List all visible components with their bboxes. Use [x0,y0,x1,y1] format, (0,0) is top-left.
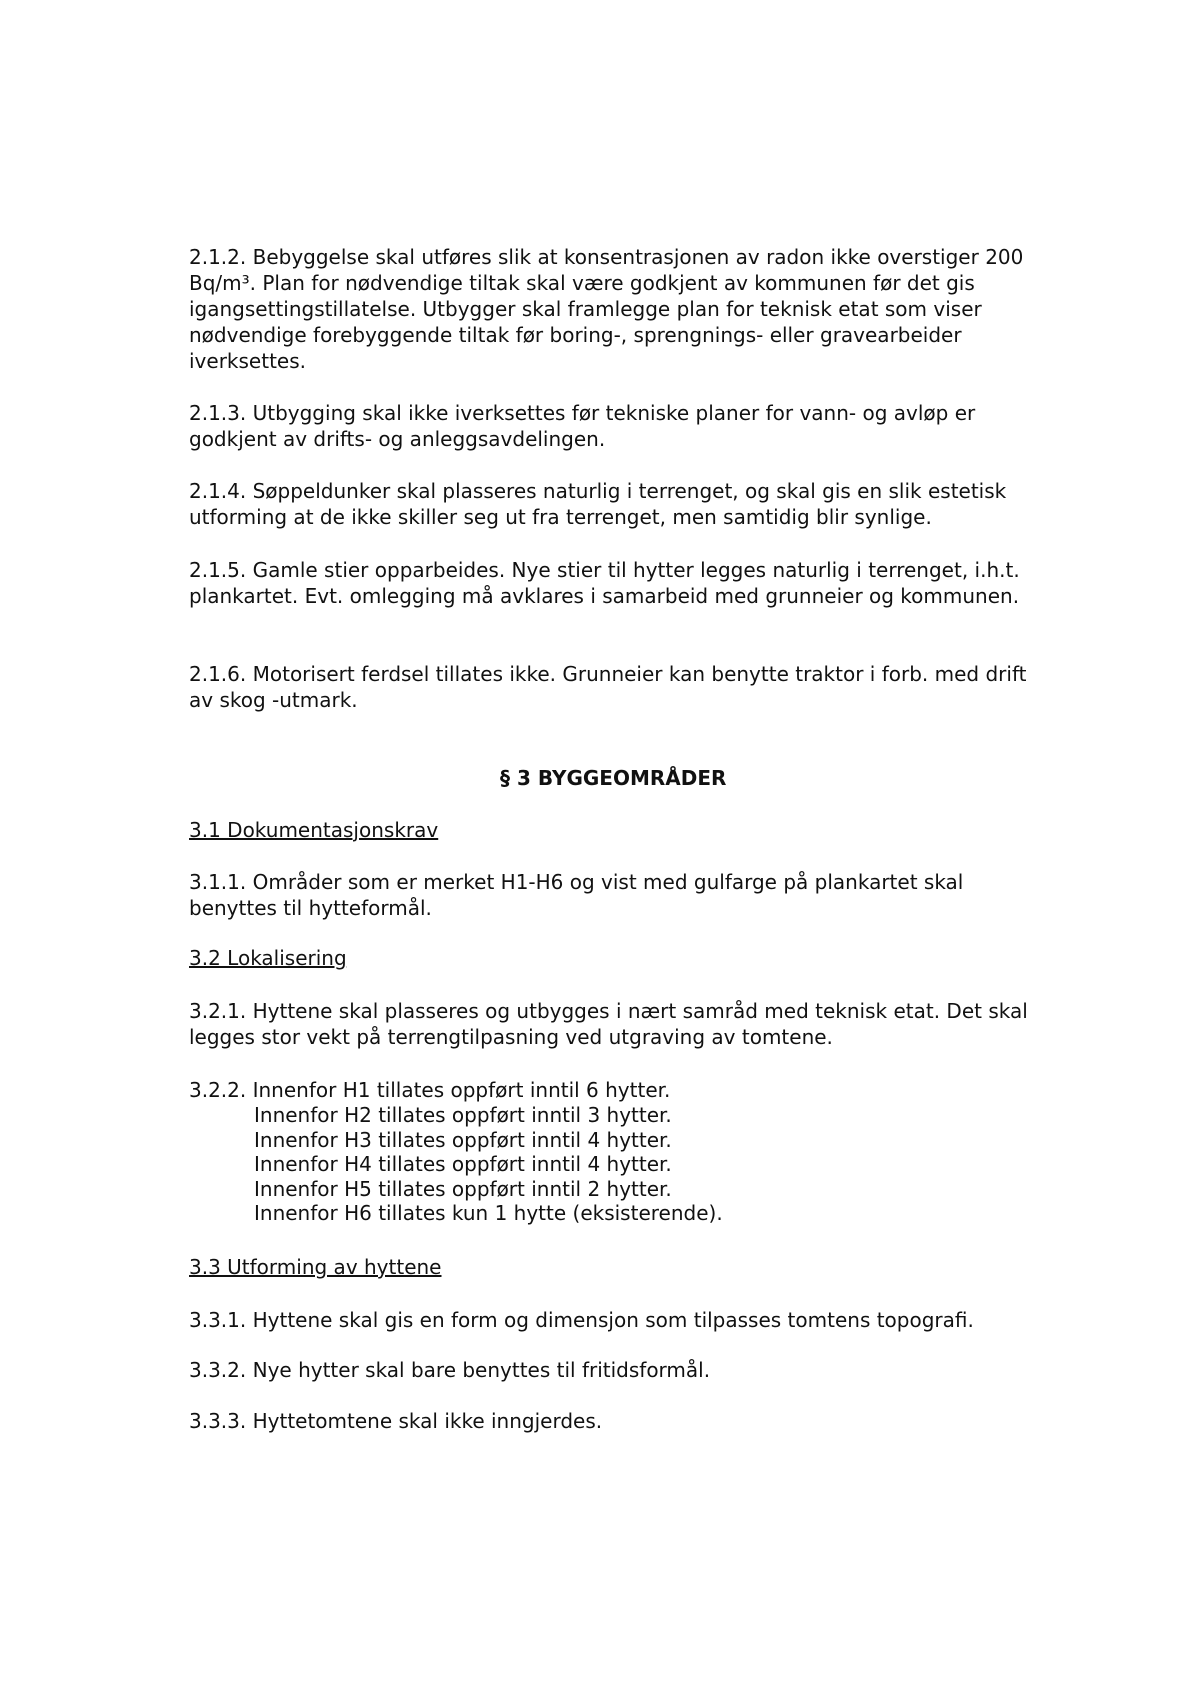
subheading-3-1: 3.1 Dokumentasjonskrav [189,818,439,842]
list-item: Innenfor H3 tillates oppført inntil 4 hytter. [254,1127,672,1152]
paragraph-3-1-1: 3.1.1. Områder som er merket H1-H6 og vist med gulfarge på plankartet skal benyttes til hytteformål. [189,870,970,920]
paragraph-3-3-2: 3.3.2. Nye hytter skal bare benyttes til fritidsformål. [189,1358,711,1382]
paragraph-2-1-5: 2.1.5. Gamle stier opparbeides. Nye stier til hytter legges naturlig i terrenget, i.h.t. plankartet. Evt. omlegging må avklares i samarbeid med grunneier og kommunen. [189,558,1027,608]
paragraph-3-3-3: 3.3.3. Hyttetomtene skal ikke inngjerdes. [189,1409,603,1433]
list-item: Innenfor H2 tillates oppført inntil 3 hytter. [254,1103,672,1127]
paragraph-3-3-1: 3.3.1. Hyttene skal gis en form og dimensjon som tilpasses tomtens topografi. [189,1308,974,1332]
list-item: Innenfor H4 tillates oppført inntil 4 hytter. [254,1152,672,1176]
paragraph-2-1-2: 2.1.2. Bebyggelse skal utføres slik at konsentrasjonen av radon ikke overstiger 200 Bq/m³. Plan for nødvendige tiltak skal være godkjent av kommunen før det gis igangsettingstillatelse. Utbygger skal framlegge plan for teknisk etat som viser nødvendige forebyggende tiltak før boring-, sprengnings- eller gravearbeider iverksettes. [189,245,1030,373]
section-heading: § 3 BYGGEOMRÅDER [500,766,727,790]
paragraph-2-1-6: 2.1.6. Motorisert ferdsel tillates ikke. Grunneier kan benytte traktor i forb. med drift av skog -utmark. [189,662,1033,712]
paragraph-2-1-3: 2.1.3. Utbygging skal ikke iverksettes før tekniske planer for vann- og avløp er godkjent av drifts- og anleggsavdelingen. [189,401,982,451]
paragraph-3-2-2: 3.2.2. Innenfor H1 tillates oppført inntil 6 hytter. [189,1078,671,1102]
list-item: Innenfor H5 tillates oppført inntil 2 hytter. [254,1176,672,1201]
subheading-3-2: 3.2 Lokalisering [189,946,347,970]
list-item: Innenfor H6 tillates kun 1 hytte (eksisterende). [254,1201,723,1225]
paragraph-2-1-4: 2.1.4. Søppeldunker skal plasseres naturlig i terrenget, og skal gis en slik estetisk utforming at de ikke skiller seg ut fra terrenget, men samtidig blir synlige. [189,479,1013,529]
subheading-3-3: 3.3 Utforming av hyttene [189,1255,442,1279]
paragraph-3-2-1: 3.2.1. Hyttene skal plasseres og utbygges i nært samråd med teknisk etat. Det skal legges stor vekt på terrengtilpasning ved utgraving av tomtene. [189,999,1035,1049]
hytte-limit-list [254,1103,723,1226]
